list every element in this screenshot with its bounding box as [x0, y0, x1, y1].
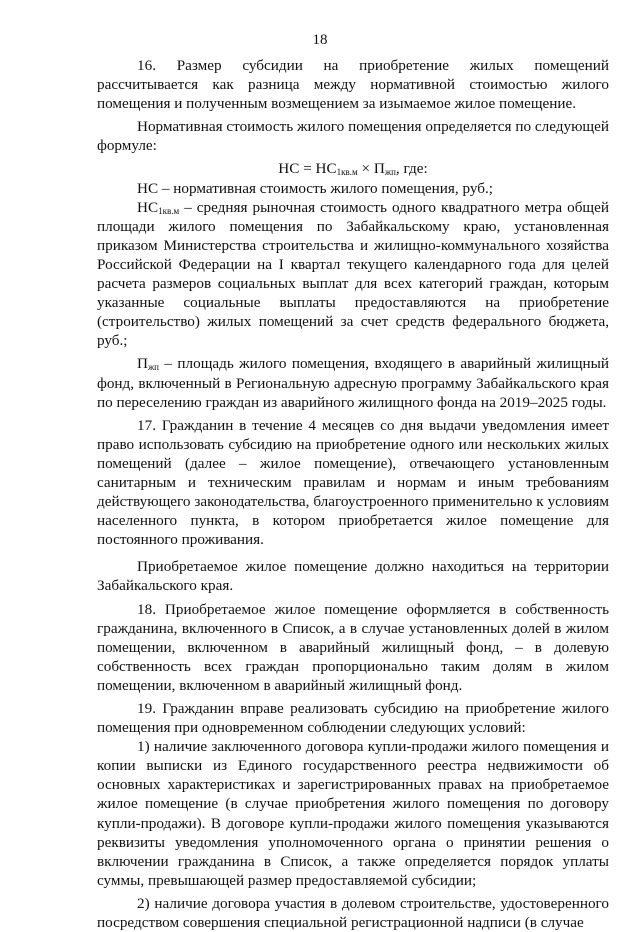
- paragraph-19-item-1: 1) наличие заключенного договора купли-продажи жилого помещения и копии выписки из Единого государственного реестра недвижимости об основных характеристиках и зарегистрированных правах на приобретаемое жилое помещение (в случае приобретения жилого помещения по договору купли-продажи). В договоре купли-продажи жилого помещения указываются реквизиты уведомления уполномоченного органа о принятии решения о включении гражданина в Список, а также определяется порядок уплаты суммы, превышающей размер предоставляемой субсидии;: [97, 738, 609, 889]
- formula: [97, 159, 609, 178]
- definition-ns: НС – нормативная стоимость жилого помещения, руб.;: [137, 179, 494, 197]
- paragraph-19-item-2: 2) наличие договора участия в долевом строительстве, удостоверенного посредством совершения специальной регистрационной надписи (в случае: [97, 894, 609, 932]
- paragraph-19: 19. Гражданин вправе реализовать субсидию на приобретение жилого помещения при одновременном соблюдении следующих условий:: [97, 700, 609, 737]
- formula-lhs: НС = НС: [278, 160, 337, 178]
- definition-ns1kvm: [97, 198, 609, 351]
- document-body: [97, 56, 609, 932]
- definition-pzhp-text: – площадь жилого помещения, входящего в аварийный жилищный фонд, включенный в Региональную адресную программу Забайкальского края по переселению граждан из аварийного жилищного фонда на 2019–2025 годы.: [97, 355, 609, 411]
- paragraph-17-territory: Приобретаемое жилое помещение должно находиться на территории Забайкальского края.: [97, 558, 609, 595]
- paragraph-18: 18. Приобретаемое жилое помещение оформляется в собственность гражданина, включенного в Список, а в случае установленных долей в жилом помещении, включенном в аварийный жилищный фонд, – в долевую собственность всех граждан пропорционально таким долям в жилом помещении, включенном в аварийный жилищный фонд.: [97, 600, 609, 694]
- definition-ns1kvm-text: – средняя рыночная стоимость одного квадратного метра общей площади жилого помещения по Забайкальскому краю, установленная приказом Министерства строительства и жилищно-коммунального хозяйства Российской Федерации на I квартал текущего календарного года для целей расчета размеров социальных выплат для всех категорий граждан, которым указанные социальные выплаты предоставляются на приобретение (строительство) жилых помещений за счет средств федерального бюджета, руб.;: [97, 198, 609, 350]
- paragraph-normative-intro: Нормативная стоимость жилого помещения определяется по следующей формуле:: [97, 118, 609, 155]
- definition-ns1kvm-symbol: НС: [137, 198, 159, 216]
- formula-tail: , где:: [395, 160, 428, 178]
- paragraph-17: 17. Гражданин в течение 4 месяцев со дня выдачи уведомления имеет право использовать субсидию на приобретение одного или нескольких жилых помещений (далее – жилое помещение), отвечающего установленным санитарным и техническим правилам и нормам и иным требованиям действующего законодательства, благоустроенного применительно к условиям населенного пункта, в котором приобретается жилое помещение для постоянного проживания.: [97, 416, 609, 549]
- page-number: 18: [312, 32, 328, 48]
- definition-pzhp-symbol: П: [137, 355, 148, 373]
- formula-mid: × П: [357, 160, 385, 178]
- formula-sub-1kvm: 1кв.м: [336, 167, 358, 178]
- definition-ns1kvm-sub: 1кв.м: [158, 205, 180, 216]
- formula-sub-zhp: жп: [384, 167, 396, 178]
- definition-pzhp: [97, 354, 609, 411]
- definition-pzhp-sub: жп: [147, 362, 160, 373]
- paragraph-16: 16. Размер субсидии на приобретение жилых помещений рассчитывается как разница между нормативной стоимостью жилого помещения и полученным возмещением за изымаемое жилое помещение.: [97, 57, 609, 113]
